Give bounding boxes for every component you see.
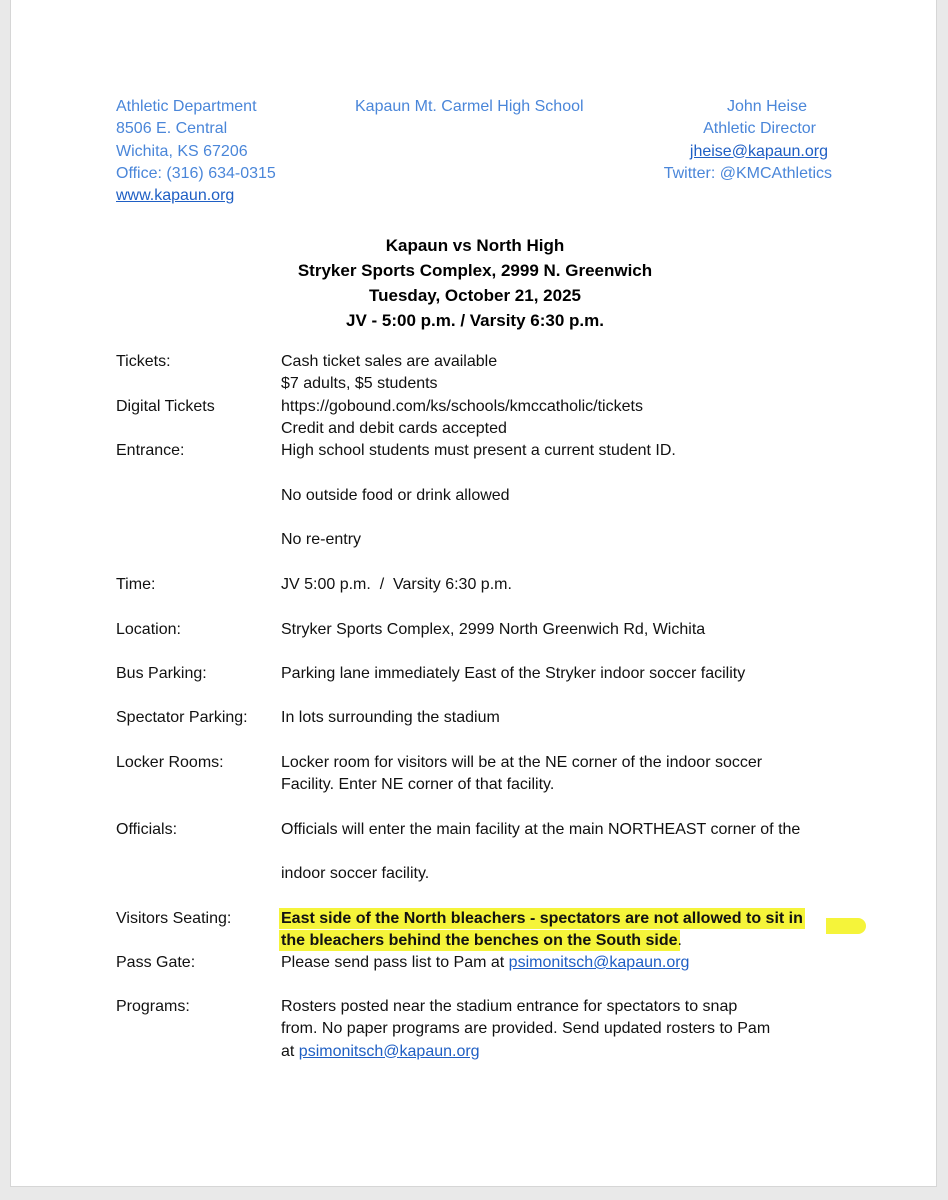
entrance-id-rule: High school students must present a current student ID.: [281, 442, 676, 459]
event-times: JV - 5:00 p.m. / Varsity 6:30 p.m.: [346, 311, 604, 330]
locker-rooms-label: Locker Rooms:: [116, 754, 224, 771]
visitors-seating-line-2: the bleachers behind the benches on the South side: [281, 932, 678, 950]
spectator-parking-value: In lots surrounding the stadium: [281, 709, 500, 726]
pass-gate-email-link[interactable]: psimonitsch@kapaun.org: [508, 954, 690, 971]
header-address-block: [116, 96, 276, 207]
event-title-block: [11, 233, 939, 333]
header-office-phone: Office: (316) 634-0315: [116, 164, 276, 182]
pass-gate-label: Pass Gate:: [116, 954, 196, 971]
event-venue: Stryker Sports Complex, 2999 N. Greenwich: [297, 261, 653, 280]
locker-rooms-line-2: Facility. Enter NE corner of that facility.: [281, 776, 555, 794]
header-dept: Athletic Department: [116, 98, 257, 115]
programs-line-2: from. No paper programs are provided. Send updated rosters to Pam: [281, 1020, 771, 1038]
digital-tickets-cards: Credit and debit cards accepted: [281, 420, 507, 438]
website-link[interactable]: www.kapaun.org: [116, 187, 235, 205]
tickets-line-2: $7 adults, $5 students: [281, 375, 438, 393]
programs-label: Programs:: [116, 998, 190, 1015]
programs-value: [281, 996, 770, 1063]
location-label: Location:: [116, 621, 181, 638]
time-value: JV 5:00 p.m. / Varsity 6:30 p.m.: [281, 576, 512, 593]
event-date: Tuesday, October 21, 2025: [369, 286, 581, 305]
highlight-stroke: [826, 918, 866, 934]
location-value: Stryker Sports Complex, 2999 North Greenwich Rd, Wichita: [281, 621, 706, 638]
visitors-seating-label: Visitors Seating:: [116, 910, 232, 927]
spectator-parking-label: Spectator Parking:: [116, 709, 248, 726]
tickets-value: [281, 351, 497, 396]
pass-gate-value: [281, 952, 689, 974]
entrance-food-rule: No outside food or drink allowed: [281, 487, 510, 504]
entrance-reentry-rule: No re-entry: [281, 531, 362, 548]
entrance-label: Entrance:: [116, 442, 185, 459]
bus-parking-label: Bus Parking:: [116, 665, 207, 682]
digital-tickets-value: [281, 396, 643, 441]
programs-email-link[interactable]: psimonitsch@kapaun.org: [298, 1042, 480, 1060]
header-street: 8506 E. Central: [116, 120, 228, 138]
visitors-seating-period: .: [677, 932, 682, 950]
programs-line-3-prefix: at: [281, 1042, 299, 1060]
visitors-seating-value: [281, 908, 803, 953]
officials-line-2: indoor soccer facility.: [281, 865, 430, 882]
header-school-name: Kapaun Mt. Carmel High School: [355, 98, 584, 115]
header-twitter: Twitter: @KMCAthletics: [663, 164, 832, 182]
pass-gate-text: Please send pass list to Pam at: [281, 954, 509, 971]
bus-parking-value: Parking lane immediately East of the Stryker indoor soccer facility: [281, 665, 746, 682]
time-label: Time:: [116, 576, 156, 593]
officials-label: Officials:: [116, 821, 178, 838]
document-page: [10, 0, 937, 1187]
digital-tickets-url: https://gobound.com/ks/schools/kmccatholic/tickets: [281, 398, 643, 415]
header-director-name: John Heise: [726, 98, 807, 115]
digital-tickets-label: Digital Tickets: [116, 398, 215, 415]
header-director-role: Athletic Director: [703, 120, 816, 138]
locker-rooms-line-1: Locker room for visitors will be at the NE corner of the indoor soccer: [281, 754, 763, 771]
officials-line-1: Officials will enter the main facility at the main NORTHEAST corner of the: [281, 821, 801, 838]
visitors-seating-line-1: East side of the North bleachers - spectators are not allowed to sit in: [281, 910, 803, 927]
event-matchup: Kapaun vs North High: [385, 236, 565, 255]
tickets-label: Tickets:: [116, 353, 171, 370]
programs-line-1: Rosters posted near the stadium entrance for spectators to snap: [281, 998, 738, 1015]
header-city: Wichita, KS 67206: [116, 142, 248, 160]
header-contact-block: [664, 96, 832, 185]
locker-rooms-value: [281, 752, 762, 797]
tickets-line-1: Cash ticket sales are available: [281, 353, 498, 370]
director-email-link[interactable]: jheise@kapaun.org: [689, 142, 828, 160]
